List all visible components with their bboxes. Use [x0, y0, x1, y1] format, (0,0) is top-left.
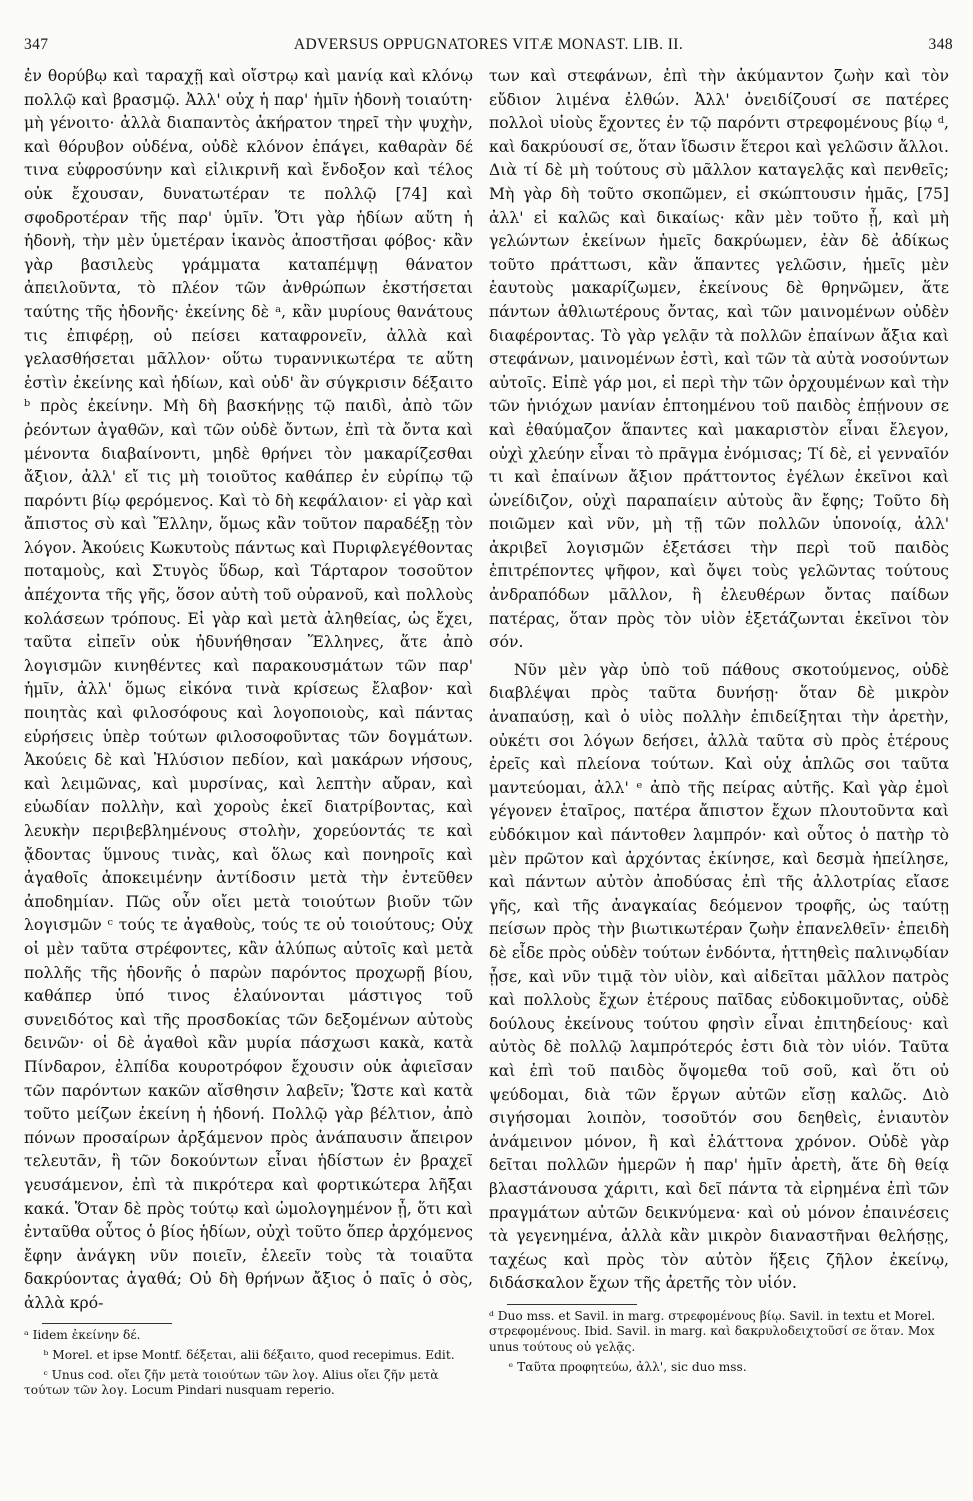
left-column: [24, 65, 473, 1465]
left-paragraph-1: ἐν θορύβῳ καὶ ταραχῇ καὶ οἴστρῳ καὶ μανίᾳ καὶ κλόνῳ πολλῷ καὶ βρασμῷ. Ἀλλ' οὐχ ἡ παρ' ἡμῖν ἡδονὴ τοιαύτη· μὴ γένοιτο· ἀλλὰ διαπαντὸς ἀκήρατον τηρεῖ τὴν ψυχὴν, καὶ θόρυβον οὐδένα, οὐδὲ κλόνον ἐπάγει, καθαρὰν δέ τινα εὐφροσύνην καὶ εἰλικρινῆ καὶ ἔνδοξον καὶ τέλος οὐκ ἔχουσαν, δυνατωτέραν τε πολλῷ [74] καὶ σφοδροτέραν τῆς παρ' ὑμῖν. Ὅτι γὰρ ἡδίων αὕτη ἡ ἡδονὴ, τὴν μὲν ὑμετέραν ἱκανὸς ἀποστῆσαι φόβος· κἂν γὰρ βασιλεὺς γράμματα καταπέμψῃ θάνατον ἀπειλοῦντα, τὸ πλέον τῶν ἀνθρώπων ἐκστήσεται ταύτης τῆς ἡδονῆς· ἐκείνης δὲ ᵃ, κἂν μυρίους θανάτους τις ἐπιφέρῃ, οὐ πείσει καταφρονεῖν, ἀλλὰ καὶ γελασθήσεται μᾶλλον· οὕτω τυραννικωτέρα τε αὕτη ἐστὶν ἐκείνης καὶ ἡδίων, καὶ οὐδ' ἂν σύγκρισιν δέξαιτο ᵇ πρὸς ἐκείνην. Μὴ δὴ βασκήνῃς τῷ παιδὶ, ἀπὸ τῶν ῥεόντων ἀγαθῶν, καὶ τῶν οὐδὲ ὄντων, ἐπὶ τὰ ὄντα καὶ μένοντα διαβαίνοντι, μηδὲ θρήνει τὸν μακαρίζεσθαι ἄξιον, ἀλλ' εἴ τις μὴ τοιοῦτος καθάπερ ἐν εὐρίπῳ τῷ παρόντι βίῳ φερόμενος. Καὶ τὸ δὴ κεφάλαιον· εἰ γὰρ καὶ ἄπιστος σὺ καὶ Ἕλλην, ὅμως κἂν τοῦτον παραδέξῃ τὸν λόγον. Ἀκούεις Κωκυτοὺς πάντως καὶ Πυριφλεγέθοντας ποταμοὺς, καὶ Στυγὸς ὕδωρ, καὶ Τάρταρον τοσοῦτον ἀπέχοντα τῆς γῆς, ὅσον αὐτὴ τοῦ οὐρανοῦ, καὶ πολλοὺς κολάσεων τρόπους. Εἰ γὰρ καὶ μετὰ ἀληθείας, ὡς ἔχει, ταῦτα εἰπεῖν οὐκ ἠδυνήθησαν Ἕλληνες, ἅτε ἀπὸ λογισμῶν κινηθέντες καὶ παρακουσμάτων τῶν παρ' ἡμῖν, ἀλλ' ὅμως εἰκόνα τινὰ κρίσεως ἔλαβον· καὶ ποιητὰς καὶ φιλοσόφους καὶ λογοποιοὺς, καὶ πάντας εὑρήσεις ὑπὲρ τούτων φιλοσοφοῦντας τῶν δογμάτων. Ἀκούεις δὲ καὶ Ἠλύσιον πεδίον, καὶ μακάρων νήσους, καὶ λειμῶνας, καὶ μυρσίνας, καὶ λεπτὴν αὔραν, καὶ εὐωδίαν πολλὴν, καὶ χοροὺς ἐκεῖ διατρίβοντας, καὶ λευκὴν περιβεβλημένους στολὴν, χορεύοντάς τε καὶ ᾄδοντας ὕμνους τινὰς, καὶ ὅλως καὶ πονηροῖς καὶ ἀγαθοῖς ἀποκειμένην ἀντίδοσιν μετὰ τὴν ἐντεῦθεν ἀποδημίαν. Πῶς οὖν οἴει μετὰ τοιούτων βιοῦν τῶν λογισμῶν ᶜ τούς τε ἀγαθοὺς, τούς τε οὐ τοιούτους; Οὐχ οἱ μὲν ταῦτα στρέφοντες, κἂν ἀλύπως αὐτοῖς καὶ μετὰ πολλῆς τῆς ἡδονῆς ὁ παρὼν παρόντος προχωρῇ βίου, καθάπερ ὑπό τινος ἐλαύνονται μάστιγος τοῦ συνειδότος καὶ τῆς προσδοκίας τῶν δεξομένων αὐτοὺς δεινῶν· οἱ δὲ ἀγαθοὶ κἂν μυρία πάσχωσι κακὰ, κατὰ Πίνδαρον, ἐλπίδα κουροτρόφον ἔχουσιν οὐκ ἀφιεῖσαν τῶν παρόντων κακῶν αἴσθησιν λαβεῖν; Ὥστε καὶ κατὰ τοῦτο μείζων ἐκείνη ἡ ἡδονή. Πολλῷ γὰρ βέλτιον, ἀπὸ πόνων προσαίρων ἀρξάμενον πρὸς ἀνάπαυσιν ἄπειρον τελευτᾶν, ἢ τῶν δοκούντων εἶναι ἡδίστων ἐν βραχεῖ γευσάμενον, ἐπὶ τὰ πικρότερα καὶ φορτικώτερα λῆξαι κακά. Ὅταν δὲ πρὸς τούτῳ καὶ ὡμολογημένον ᾖ, ὅτι καὶ ἐνταῦθα οὗτος ὁ βίος ἡδίων, οὐχὶ τοῦτο ὅπερ ἀρχόμενος ἔφην ἀνάγκη νῦν ποιεῖν, ἐλεεῖν τοὺς τὰ τοιαῦτα δακρύοντας ἀγαθά; Οὐ δὴ θρήνων ἄξιος ὁ παῖς ὁ σὸς, ἀλλὰ κρό-: [24, 67, 473, 1312]
footnote-rule-right: [507, 1304, 637, 1305]
footnote-rule-left: [42, 1323, 172, 1324]
right-paragraph-2: Νῦν μὲν γὰρ ὑπὸ τοῦ πάθους σκοτούμενος, οὐδὲ διαβλέψαι πρὸς ταῦτα δυνήσῃ· ὅταν δὲ μικρὸν ἀναπαύσῃ, καὶ ὁ υἱὸς πολλὴν ἐπιδείξηται τὴν ἀρετὴν, οὐκέτι σοι λόγων δεήσει, ἀλλὰ ταῦτα σὺ πρὸς ἑτέρους ἐρεῖς καὶ πλείονα τούτων. Καὶ οὐχ ἁπλῶς σοι ταῦτα μαντεύομαι, ἀλλ' ᵉ ἀπὸ τῆς πείρας αὐτῆς. Καὶ γὰρ ἐμοὶ γέγονεν ἑταῖρος, πατέρα ἄπιστον ἔχων πλουτοῦντα καὶ εὐδόκιμον καὶ πάντοθεν λαμπρόν· καὶ οὗτος ὁ πατὴρ τὸ μὲν πρῶτον καὶ ἀρχόντας ἐκίνησε, καὶ δεσμὰ ἠπείλησε, καὶ πάντων αὐτὸν ἀποδύσας ἐπὶ τῆς ἀλλοτρίας εἴασε γῆς, καὶ τῆς ἀναγκαίας δεόμενον τροφῆς, ὡς ταύτῃ πείσων πρὸς τὴν βιωτικωτέραν ζωὴν ἐπανελθεῖν· ἐπειδὴ δὲ εἶδε πρὸς οὐδὲν τούτων ἐνδόντα, ἡττηθεὶς παλινῳδίαν ᾖσε, καὶ νῦν τιμᾷ τὸν υἱὸν, καὶ αἰδεῖται μᾶλλον πατρὸς καὶ πολλοὺς ἔχων ἑτέρους παῖδας εὐδοκιμοῦντας, οὐδὲ δούλους ἐκείνους τούτου φησὶν εἶναι ἐπιτηδείους· καὶ αὐτὸς δὲ πολλῷ λαμπρότερός ἐστι διὰ τὸν υἱόν. Ταῦτα καὶ ἐπὶ τοῦ παιδὸς ὄψομεθα τοῦ σοῦ, καὶ ὅτι οὐ ψεύδομαι, διὰ τῶν ἔργων αὐτῶν εἴσῃ καλῶς. Διὸ σιγήσομαι λοιπὸν, τοσοῦτόν σου δεηθεὶς, ἐνιαυτὸν ἀνάμεινον μόνον, ἢ καὶ ἐλάττονα χρόνον. Οὐδὲ γὰρ δεῖται πολλῶν ἡμερῶν ἡ παρ' ἡμῖν ἀρετὴ, ἅτε δὴ θείᾳ βλαστάνουσα χάριτι, καὶ δεῖ πάντα τὰ εἰρημένα ἐπὶ τῶν πραγμάτων αὐτῶν δεικνύμενα· καὶ οὐ μόνον ἐπαινέσεις τὰ γεγενημένα, ἀλλὰ κἂν μικρὸν διαναστῆναι θελήσῃς, ταχέως καὶ πρὸς τὸν αὐτὸν ἥξεις ζῆλον ἐκείνῳ, διδάσκαλον ἔχων τῆς ἀρετῆς τὸν υἱόν.: [489, 660, 949, 1293]
footnote-e: ᵉ Ταῦτα προφητεύω, ἀλλ', sic duo mss.: [508, 1359, 747, 1374]
footnote-b: ᵇ Morel. et ipse Montf. δέξεται, alii δέξαιτο, quod recepimus. Edit.: [43, 1348, 455, 1363]
running-title: ADVERSUS OPPUGNATORES VITÆ MONAST. LIB. II.: [293, 36, 684, 53]
right-paragraph-1: των καὶ στεφάνων, ἐπὶ τὴν ἀκύμαντον ζωὴν καὶ τὸν εὔδιον λιμένα ἐλθών. Ἀλλ' ὀνειδίζουσί σε πατέρες πολλοὶ υἱοὺς ἔχοντες ἐν τῷ παρόντι στρεφομένους βίῳ ᵈ, καὶ δακρύουσί σε, ὅταν ἴδωσιν ἕτεροι καὶ γελῶσιν ἄλλοι. Διὰ τί δὲ μὴ τούτους σὺ μᾶλλον καταγελᾷς καὶ πενθεῖς; Μὴ γὰρ δὴ τοῦτο σκοπῶμεν, εἰ σκώπτουσιν ἡμᾶς, [75] ἀλλ' εἰ καλῶς καὶ δικαίως· κἂν μὲν τοῦτο ᾖ, καὶ μὴ γελώντων ἐκείνων ἡμεῖς δακρύωμεν, ἐὰν δὲ ἀδίκως τοῦτο πράττωσι, κἂν ἅπαντες γελῶσιν, ἡμεῖς μὲν ἑαυτοὺς μακαρίζωμεν, ἐκείνους δὲ θρηνῶμεν, ἅτε πάντων ἀθλιωτέρους ὄντας, καὶ τῶν μαινομένων οὐδὲν διαφέροντας. Τὸ γὰρ γελᾷν τὰ πολλῶν ἐπαίνων ἄξια καὶ στεφάνων, μαινομένων ἐστὶ, καὶ τῶν τὰ αὐτὰ νοσούντων αὐτοῖς. Εἰπὲ γάρ μοι, εἰ περὶ τὴν τῶν ὀρχουμένων καὶ τὴν τῶν ἡνιόχων μανίαν ἐπτοημένου τοῦ παιδὸς ἐπῄνουν σε καὶ ἐθαύμαζον ἅπαντες καὶ μακαριστὸν εἶναι ἔλεγον, οὐχὶ χλεύην εἶναι τὸ πρᾶγμα ἐνόμισας; Τί δὲ, εἰ γενναῖόν τι καὶ ἐπαίνων ἄξιον πράττοντος ἐγέλων ἐκεῖνοι καὶ ὠνείδιζον, οὐχὶ παραπαίειν αὐτοὺς ἂν ἔφης; Τοῦτο δὴ ποιῶμεν καὶ νῦν, μὴ τῇ τῶν πολλῶν ὑπονοίᾳ, ἀλλ' ἀκριβεῖ λογισμῶν ἐξετάσει τὴν περὶ τοῦ παιδὸς ἐπιτρέποντες ψῆφον, καὶ ὄψει τοὺς γελῶντας τούτους ἀνδραπόδων μᾶλλον, ἢ ἐλευθέρων ὄντας παίδων πατέρας, ὅταν πρὸς τὸν υἱὸν ἐξετάζωνται ἐκεῖνοι τὸν σόν.: [489, 67, 949, 652]
page-number-right: 348: [928, 36, 953, 53]
page-number-left: 347: [24, 36, 49, 53]
footnote-a: ᵃ Iidem ἐκείνην δέ.: [24, 1328, 141, 1343]
footnote-c: ᶜ Unus cod. οἴει ζῆν μετὰ τοιούτων τῶν λογ. Alius οἴει ζῆν μετὰ τούτων τῶν λογ. Locum Pindari nusquam reperio.: [24, 1367, 439, 1398]
right-column: [489, 65, 949, 1465]
running-header: [24, 36, 953, 60]
footnote-d: ᵈ Duo mss. et Savil. in marg. στρεφομένους βίῳ. Savil. in textu et Morel. στρεφομένους. Ibid. Savil. in marg. καὶ δακρυλοδειχτοῦσί σε ὅταν. Mox unus τούτους οὐ γελᾷς.: [489, 1308, 936, 1355]
